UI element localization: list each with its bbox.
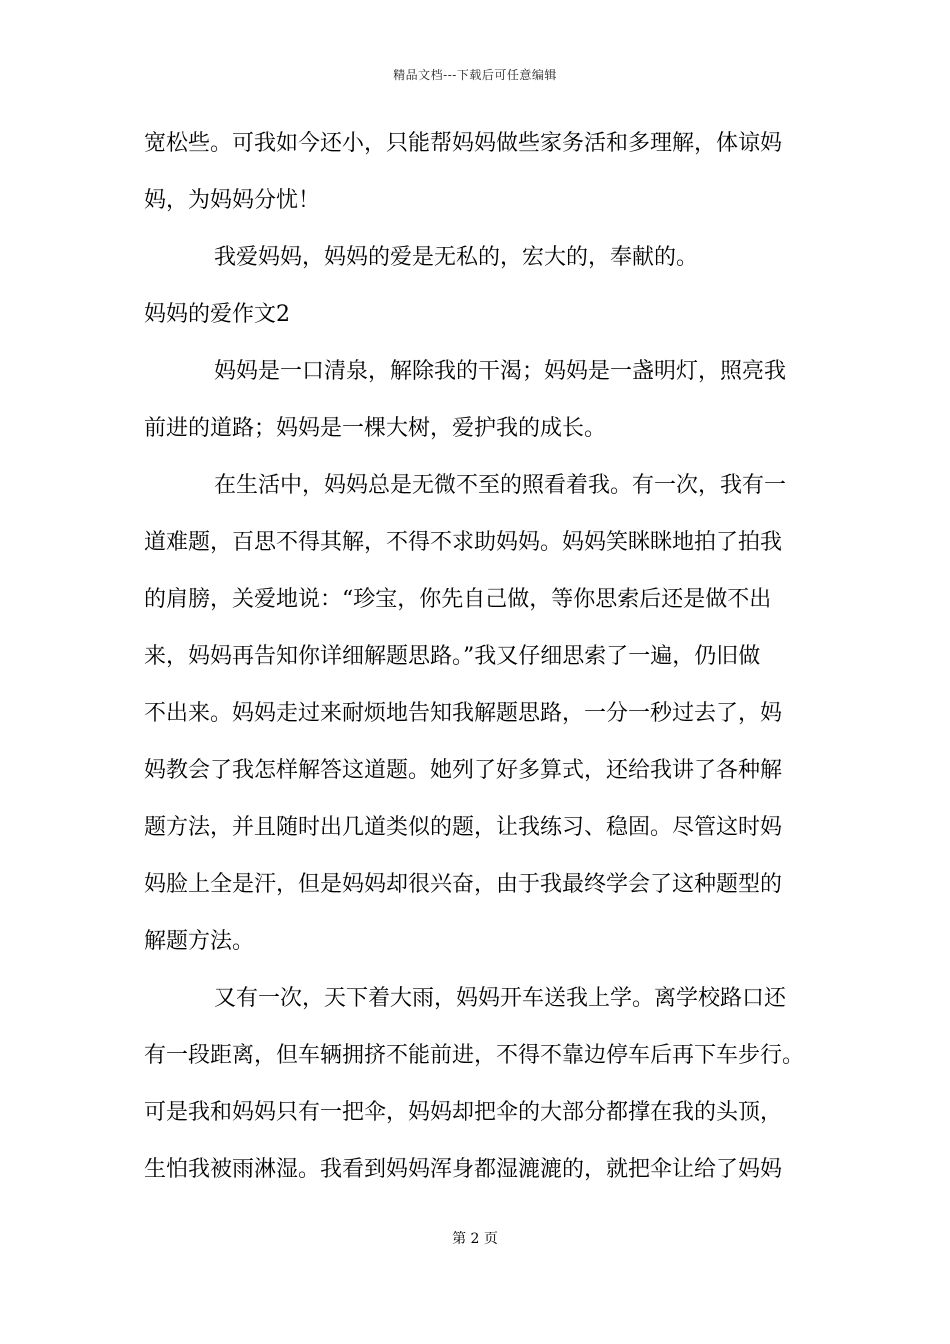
- text-line: 题方法，并且随时出几道类似的题，让我练习、稳固。尽管这时妈: [144, 815, 783, 840]
- page-number: 第 2 页: [452, 1231, 498, 1247]
- section-title: 妈妈的爱作文2: [144, 302, 290, 327]
- text-line: 在生活中，妈妈总是无微不至的照看着我。有一次，我有一: [214, 473, 787, 498]
- text-line: 妈妈是一口清泉，解除我的干渴；妈妈是一盏明灯，照亮我: [214, 359, 787, 384]
- page-header: 精品文档---下载后可任意编辑: [393, 68, 557, 82]
- text-line: 道难题，百思不得其解，不得不求助妈妈。妈妈笑眯眯地拍了拍我: [144, 530, 783, 555]
- text-line: 妈教会了我怎样解答这道题。她列了好多算式，还给我讲了各种解: [144, 758, 783, 783]
- text-line: 来，妈妈再告知你详细解题思路。”我又仔细思索了一遍，仍旧做: [144, 644, 761, 669]
- text-line: 妈，为妈妈分忧！: [144, 188, 321, 213]
- text-line: 不出来。妈妈走过来耐烦地告知我解题思路，一分一秒过去了，妈: [144, 701, 783, 726]
- text-line: 前进的道路；妈妈是一棵大树，爱护我的成长。: [144, 416, 607, 441]
- text-line: 有一段距离，但车辆拥挤不能前进，不得不靠边停车后再下车步行。: [144, 1043, 805, 1068]
- text-line: 的肩膀，关爱地说：“珍宝，你先自己做，等你思索后还是做不出: [144, 587, 772, 612]
- text-line: 妈脸上全是汗，但是妈妈却很兴奋，由于我最终学会了这种题型的: [144, 872, 783, 897]
- text-line: 可是我和妈妈只有一把伞，妈妈却把伞的大部分都撑在我的头顶，: [144, 1100, 783, 1125]
- text-line: 我爱妈妈，妈妈的爱是无私的，宏大的，奉献的。: [214, 245, 699, 270]
- text-line: 生怕我被雨淋湿。我看到妈妈浑身都湿漉漉的，就把伞让给了妈妈: [144, 1157, 783, 1182]
- document-body: [144, 130, 824, 1213]
- text-line: 又有一次，天下着大雨，妈妈开车送我上学。离学校路口还: [214, 986, 787, 1011]
- text-line: 宽松些。可我如今还小，只能帮妈妈做些家务活和多理解，体谅妈: [144, 131, 783, 156]
- text-line: 解题方法。: [144, 929, 255, 954]
